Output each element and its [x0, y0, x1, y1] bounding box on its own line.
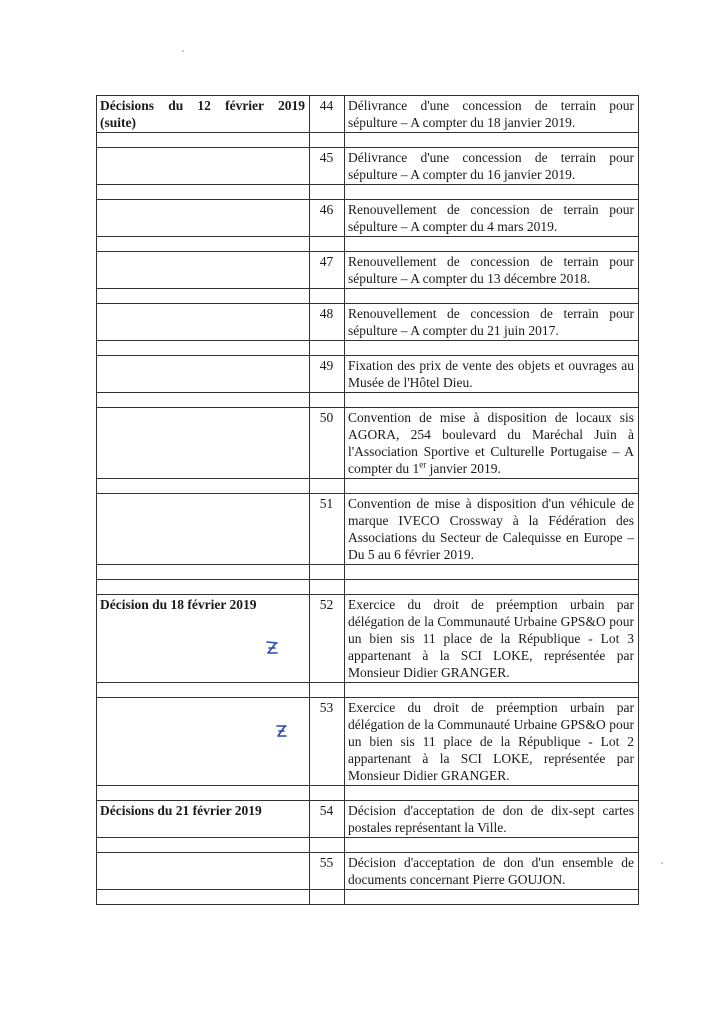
spacer-row	[97, 237, 639, 252]
spacer-row	[97, 890, 639, 905]
decision-number: 52	[310, 595, 345, 683]
decision-text: Fixation des prix de vente des objets et ouvrages au Musée de l'Hôtel Dieu.	[345, 356, 639, 393]
spacer-row	[97, 185, 639, 200]
spacer-row	[97, 683, 639, 698]
spacer-row	[97, 479, 639, 494]
empty-date-cell	[97, 200, 310, 237]
decision-text: Exercice du droit de préemption urbain par délégation de la Communauté Urbaine GPS&O pour un bien sis 11 place de la République - Lot 2 appartenant à la SCI LOKE, représentée par Monsieur Didier GRANGER.	[345, 698, 639, 786]
decision-number: 47	[310, 252, 345, 289]
table-row	[97, 356, 639, 393]
decision-number: 48	[310, 304, 345, 341]
table-row	[97, 853, 639, 890]
decision-text	[345, 408, 639, 479]
decisions-table	[96, 95, 639, 905]
table-row	[97, 698, 639, 786]
table-row	[97, 148, 639, 185]
decision-text: Renouvellement de concession de terrain pour sépulture – A compter du 4 mars 2019.	[345, 200, 639, 237]
spacer-row	[97, 393, 639, 408]
spacer-row	[97, 341, 639, 356]
decision-number: 45	[310, 148, 345, 185]
empty-date-cell	[97, 494, 310, 565]
decision-text: Renouvellement de concession de terrain pour sépulture – A compter du 13 décembre 2018.	[345, 252, 639, 289]
table-row	[97, 408, 639, 479]
section-heading-continued: (suite)	[100, 115, 136, 130]
section-heading: Décisions du 21 février 2019	[100, 803, 262, 818]
table-row	[97, 96, 639, 133]
table-row	[97, 304, 639, 341]
empty-date-cell	[97, 408, 310, 479]
table-row	[97, 595, 639, 683]
decision-number: 51	[310, 494, 345, 565]
empty-date-cell	[97, 698, 310, 786]
decision-text-main: Convention de mise à disposition de locaux sis AGORA, 254 boulevard du Maréchal Juin à l'Association Sportive et Culturelle Portugaise – A compter du 1	[348, 410, 634, 476]
spacer-row	[97, 838, 639, 853]
empty-date-cell	[97, 252, 310, 289]
table-row	[97, 200, 639, 237]
decision-text: Renouvellement de concession de terrain pour sépulture – A compter du 21 juin 2017.	[345, 304, 639, 341]
decision-number: 54	[310, 801, 345, 838]
empty-date-cell	[97, 148, 310, 185]
decision-number: 50	[310, 408, 345, 479]
decision-text-end: janvier 2019.	[426, 461, 501, 476]
ordinal-superscript: er	[419, 459, 427, 470]
spacer-row	[97, 133, 639, 148]
decision-text: Décision d'acceptation de don de dix-sept cartes postales représentant la Ville.	[345, 801, 639, 838]
spacer-row	[97, 786, 639, 801]
scan-speck	[182, 50, 184, 52]
section-heading-cell	[97, 801, 310, 838]
scan-speck	[661, 862, 663, 864]
table-row	[97, 252, 639, 289]
decision-text: Délivrance d'une concession de terrain pour sépulture – A compter du 16 janvier 2019.	[345, 148, 639, 185]
spacer-row	[97, 580, 639, 595]
decision-number: 46	[310, 200, 345, 237]
decision-text: Convention de mise à disposition d'un véhicule de marque IVECO Crossway à la Fédération des Associations du Secteur de Calequisse en Europe – Du 5 au 6 février 2019.	[345, 494, 639, 565]
spacer-row	[97, 565, 639, 580]
decision-number: 49	[310, 356, 345, 393]
section-heading-cell	[97, 96, 310, 133]
empty-date-cell	[97, 356, 310, 393]
section-heading: Décision du 18 février 2019	[100, 597, 257, 612]
decision-number: 44	[310, 96, 345, 133]
decision-text: Délivrance d'une concession de terrain pour sépulture – A compter du 18 janvier 2019.	[345, 96, 639, 133]
empty-date-cell	[97, 304, 310, 341]
table-row	[97, 801, 639, 838]
decision-text: Décision d'acceptation de don d'un ensemble de documents concernant Pierre GOUJON.	[345, 853, 639, 890]
handwritten-mark-icon	[275, 724, 288, 739]
empty-date-cell	[97, 853, 310, 890]
spacer-row	[97, 289, 639, 304]
section-heading: Décisions du 12 février 2019	[100, 98, 305, 113]
table-row	[97, 494, 639, 565]
decision-number: 53	[310, 698, 345, 786]
decision-text: Exercice du droit de préemption urbain par délégation de la Communauté Urbaine GPS&O pour un bien sis 11 place de la République - Lot 3 appartenant à la SCI LOKE, représentée par Monsieur Didier GRANGER.	[345, 595, 639, 683]
handwritten-mark-icon	[265, 640, 279, 656]
decision-number: 55	[310, 853, 345, 890]
section-heading-cell	[97, 595, 310, 683]
